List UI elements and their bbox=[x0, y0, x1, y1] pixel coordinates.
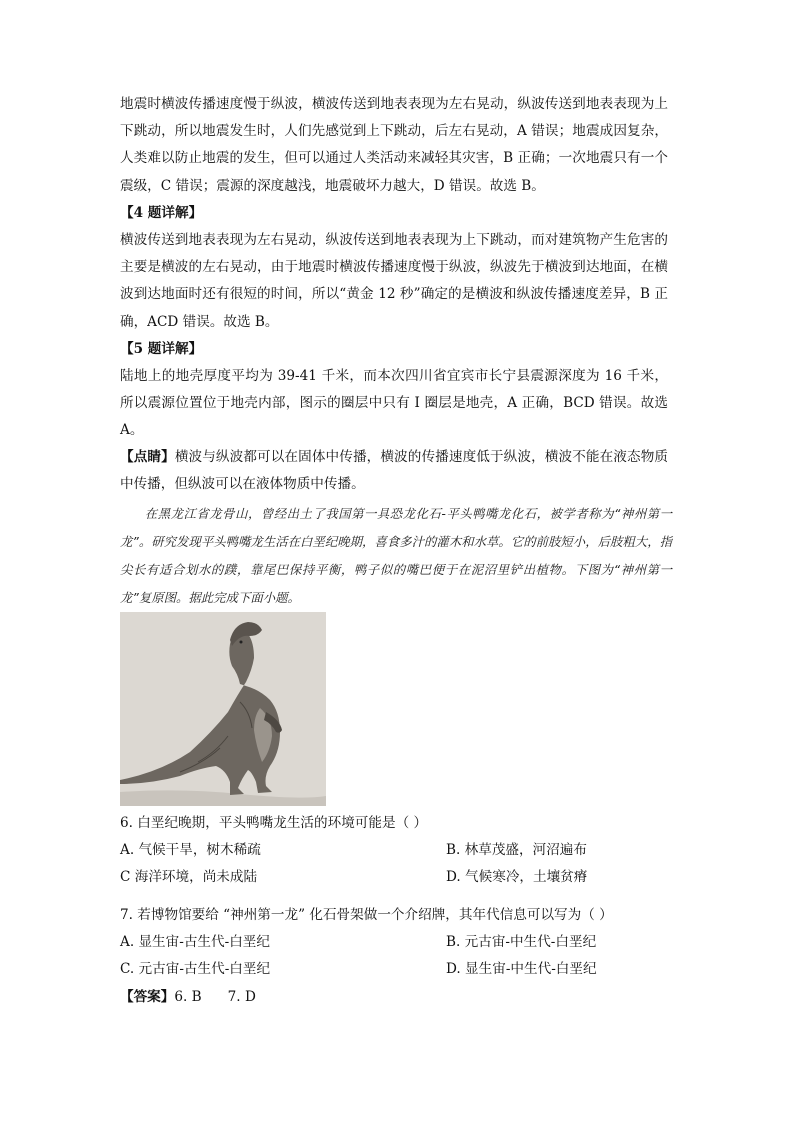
question-6-stem: 6. 白垩纪晚期，平头鸭嘴龙生活的环境可能是（ ） bbox=[120, 815, 428, 831]
question-7-option-b: B. 元古宙-中生代-白垩纪 bbox=[446, 934, 597, 950]
section-header-q5: 【5 题详解】 bbox=[120, 341, 203, 357]
answer-6: 6. B bbox=[174, 989, 202, 1005]
question-6-option-c: C 海洋环境，尚未成陆 bbox=[120, 869, 258, 885]
explanation-paragraph-3: 地震时横波传播速度慢于纵波，横波传送到地表表现为左右晃动，纵波传送到地表表现为上下跳动，所以地震发生时，人们先感觉到上下跳动，后左右晃动，A 错误；地震成因复杂，人类难以防止地震的发生，但可以通过人类活动来减轻其灾害，B 正确；一次地震只有一个震级，C 错误；震源的深度越浅，地震破坏力越大，D 错误。故选 B。 bbox=[120, 96, 668, 194]
answer-7: 7. D bbox=[227, 989, 256, 1005]
duck-billed-dinosaur-illustration bbox=[120, 612, 326, 806]
reading-passage: 在黑龙江省龙骨山，曾经出土了我国第一具恐龙化石-平头鸭嘴龙化石，被学者称为“神州第一龙”。研究发现平头鸭嘴龙生活在白垩纪晚期，喜食多汁的灌木和水草。它的前肢短小，后肢粗大，指尖长有适合划水的蹼，靠尾巴保持平衡，鸭子似的嘴巴便于在泥沼里铲出植物。下图为“神州第一龙”复原图。据此完成下面小题。 bbox=[120, 506, 672, 605]
question-7-stem: 7. 若博物馆要给 “神州第一龙” 化石骨架做一个介绍牌，其年代信息可以写为（ ） bbox=[120, 907, 613, 923]
question-7-option-d: D. 显生宙-中生代-白垩纪 bbox=[446, 961, 597, 977]
explanation-paragraph-5: 陆地上的地壳厚度平均为 39-41 千米，而本次四川省宜宾市长宁县震源深度为 16 千米，所以震源位置位于地壳内部，图示的圈层中只有 I 圈层是地壳，A 正确，BCD 错误。故选 A。 bbox=[120, 368, 668, 439]
question-6-option-a: A. 气候干旱，树木稀疏 bbox=[120, 842, 261, 858]
key-point-text: 横波与纵波都可以在固体中传播，横波的传播速度低于纵波，横波不能在液态物质中传播，但纵波可以在液体物质中传播。 bbox=[120, 449, 668, 493]
question-7-option-c: C. 元古宙-古生代-白垩纪 bbox=[120, 961, 271, 977]
section-header-q4: 【4 题详解】 bbox=[120, 205, 203, 221]
explanation-paragraph-4: 横波传送到地表表现为左右晃动，纵波传送到地表表现为上下跳动，而对建筑物产生危害的主要是横波的左右晃动，由于地震时横波传播速度慢于纵波，纵波先于横波到达地面，在横波到达地面时还有很短的时间，所以“黄金 12 秒”确定的是横波和纵波传播速度差异，B 正确，ACD 错误。故选 B。 bbox=[120, 232, 668, 330]
question-6-option-d: D. 气候寒冷，土壤贫瘠 bbox=[446, 869, 588, 885]
key-point-label: 【点睛】 bbox=[120, 449, 175, 465]
answer-line bbox=[120, 984, 256, 1011]
dinosaur-figure bbox=[120, 612, 326, 806]
answer-label: 【答案】 bbox=[120, 989, 175, 1005]
question-7-option-a: A. 显生宙-古生代-白垩纪 bbox=[120, 934, 270, 950]
key-point-paragraph bbox=[120, 444, 668, 498]
question-6-option-b: B. 林草茂盛，河沼遍布 bbox=[446, 842, 587, 858]
